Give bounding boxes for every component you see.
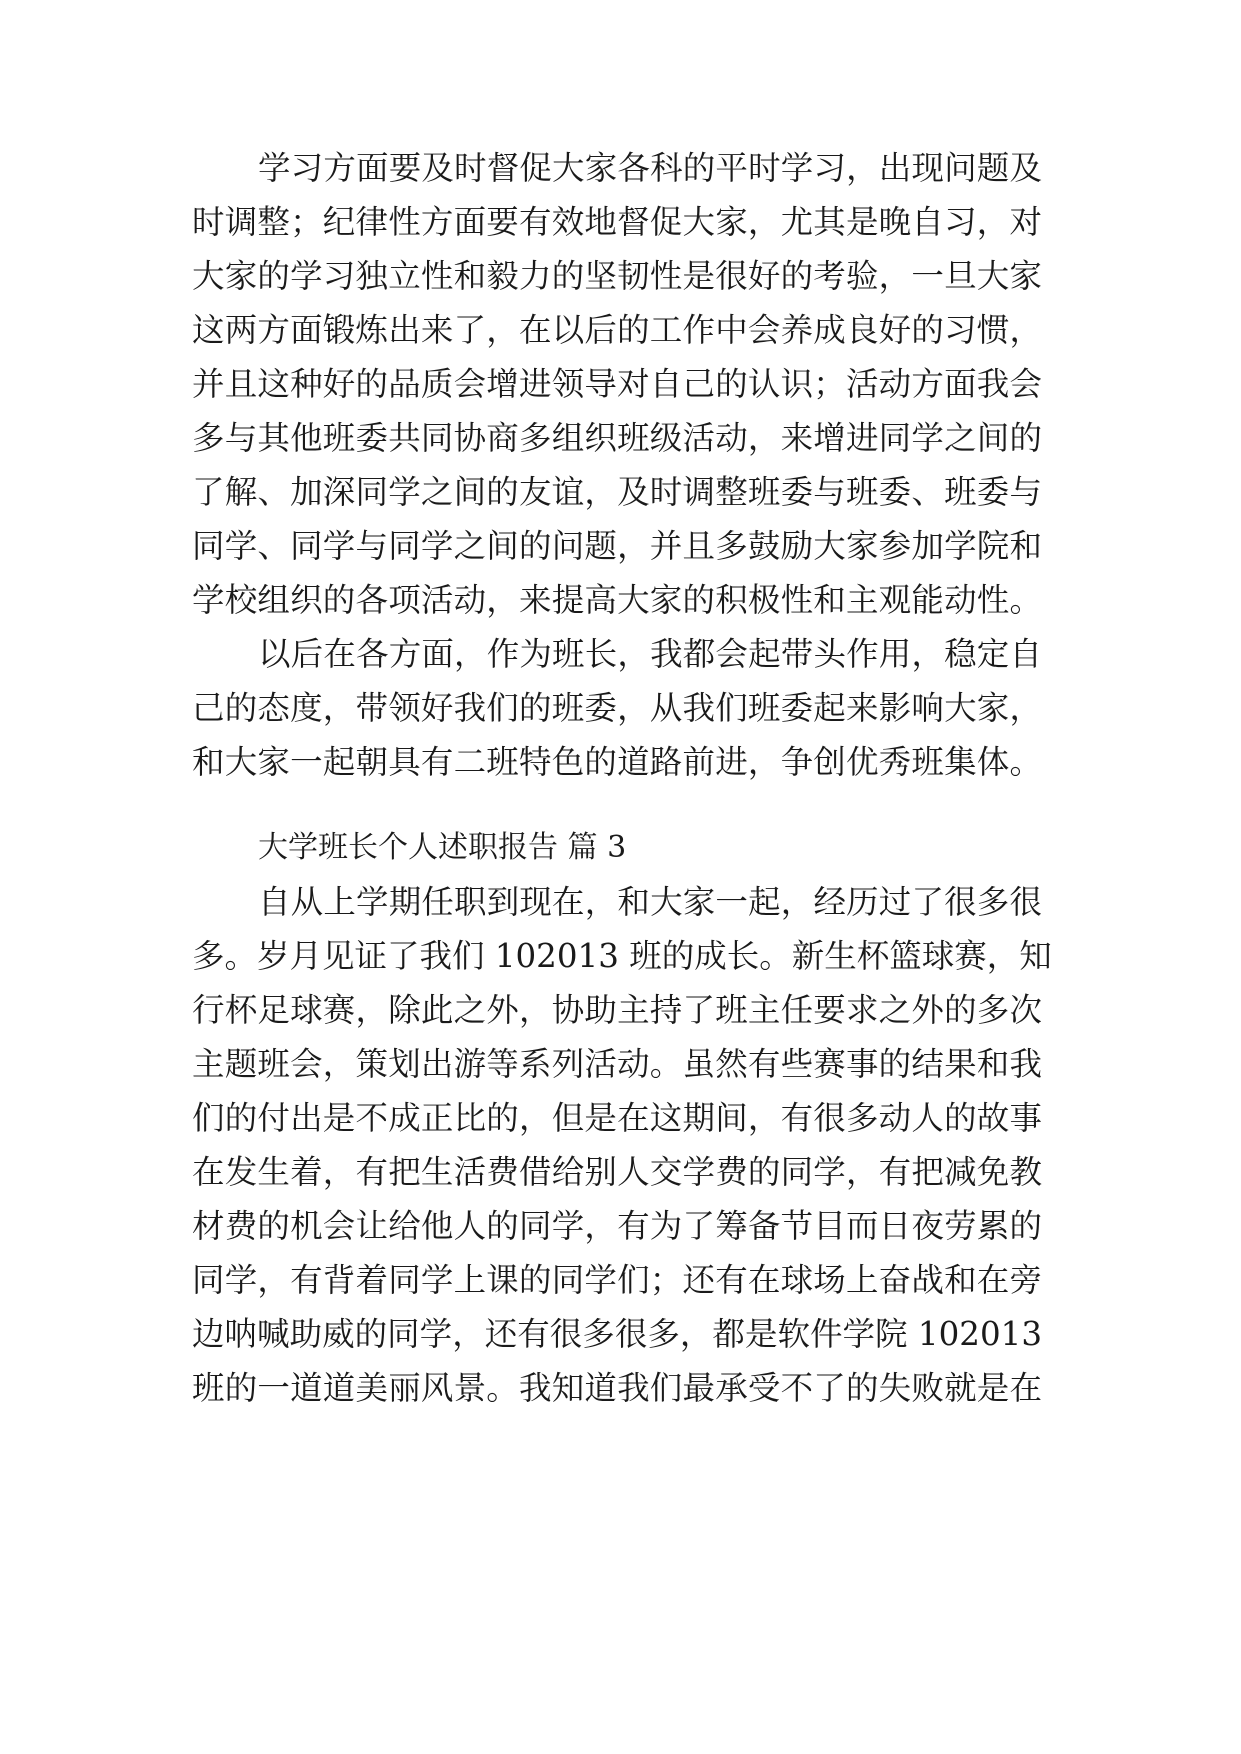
paragraph-3-line: 行杯足球赛，除此之外，协助主持了班主任要求之外的多次 — [192, 991, 1042, 1029]
paragraph-1-line: 多与其他班委共同协商多组织班级活动，来增进同学之间的 — [192, 419, 1042, 457]
paragraph-1-line: 同学、同学与同学之间的问题，并且多鼓励大家参加学院和 — [192, 527, 1042, 565]
paragraph-3-line: 们的付出是不成正比的，但是在这期间，有很多动人的故事 — [192, 1099, 1042, 1137]
paragraph-2-line: 以后在各方面，作为班长，我都会起带头作用，稳定自 — [258, 635, 1042, 673]
paragraph-3-line: 自从上学期任职到现在，和大家一起，经历过了很多很 — [258, 883, 1042, 921]
paragraph-3-line: 同学，有背着同学上课的同学们；还有在球场上奋战和在旁 — [192, 1261, 1042, 1299]
paragraph-2-line: 和大家一起朝具有二班特色的道路前进，争创优秀班集体。 — [192, 743, 1042, 781]
paragraph-3-line: 材费的机会让给他人的同学，有为了筹备节目而日夜劳累的 — [192, 1207, 1042, 1245]
paragraph-3-line: 边呐喊助威的同学，还有很多很多，都是软件学院 102013 — [192, 1315, 1042, 1353]
paragraph-1-line: 并且这种好的品质会增进领导对自己的认识；活动方面我会 — [192, 365, 1042, 403]
paragraph-1-line: 时调整；纪律性方面要有效地督促大家，尤其是晚自习，对 — [192, 203, 1042, 241]
paragraph-1-line: 这两方面锻炼出来了，在以后的工作中会养成良好的习惯， — [192, 311, 1042, 349]
paragraph-1-line: 学校组织的各项活动，来提高大家的积极性和主观能动性。 — [192, 581, 1042, 619]
paragraph-3-line: 主题班会，策划出游等系列活动。虽然有些赛事的结果和我 — [192, 1045, 1042, 1083]
paragraph-1-line: 学习方面要及时督促大家各科的平时学习，出现问题及 — [258, 149, 1042, 187]
section-heading: 大学班长个人述职报告 篇 3 — [258, 830, 627, 865]
paragraph-1-line: 大家的学习独立性和毅力的坚韧性是很好的考验，一旦大家 — [192, 257, 1042, 295]
paragraph-2-line: 己的态度，带领好我们的班委，从我们班委起来影响大家， — [192, 689, 1042, 727]
paragraph-3-line: 多。岁月见证了我们 102013 班的成长。新生杯篮球赛，知 — [192, 937, 1052, 975]
paragraph-1-line: 了解、加深同学之间的友谊，及时调整班委与班委、班委与 — [192, 473, 1042, 511]
paragraph-3-line: 在发生着，有把生活费借给别人交学费的同学，有把减免教 — [192, 1153, 1042, 1191]
paragraph-3-line: 班的一道道美丽风景。我知道我们最承受不了的失败就是在 — [192, 1369, 1042, 1407]
